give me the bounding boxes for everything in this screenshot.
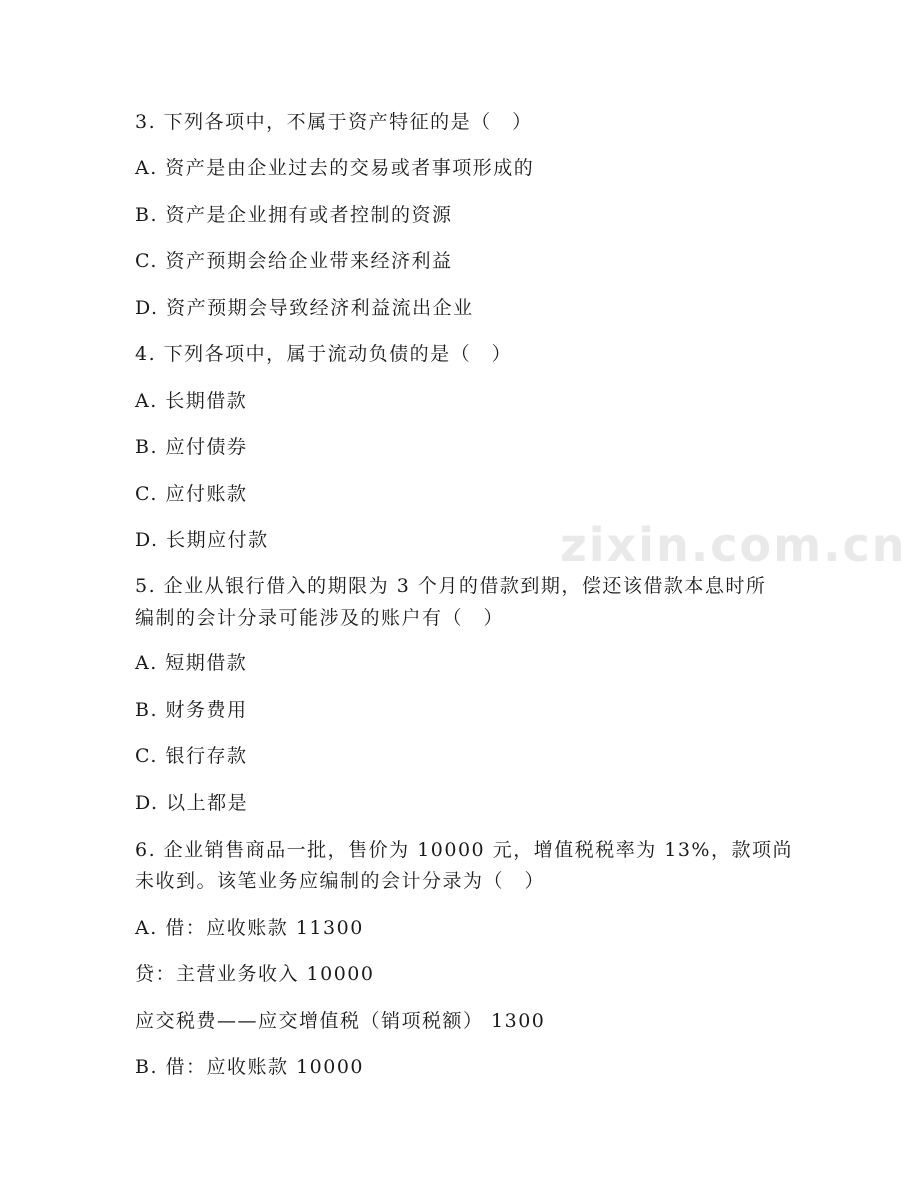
question-3-option-c: C. 资产预期会给企业带来经济利益 xyxy=(135,250,453,272)
question-6-option-a-debit: A. 借：应收账款 11300 xyxy=(135,917,364,939)
question-6-option-a-credit-revenue: 贷：主营业务收入 10000 xyxy=(135,963,375,985)
question-6-option-a-credit-tax: 应交税费——应交增值税（销项税额） 1300 xyxy=(135,1010,546,1032)
question-5-option-c: C. 银行存款 xyxy=(135,745,248,767)
question-4-option-c: C. 应付账款 xyxy=(135,483,248,505)
question-5-option-d: D. 以上都是 xyxy=(135,792,249,814)
question-5-stem-line-2: 编制的会计分录可能涉及的账户有（ ） xyxy=(135,607,505,629)
watermark: zixin.com.cn xyxy=(560,518,907,572)
question-6-stem-line-1: 6. 企业销售商品一批，售价为 10000 元，增值税税率为 13%，款项尚 xyxy=(135,839,793,861)
question-3-option-a: A. 资产是由企业过去的交易或者事项形成的 xyxy=(135,157,535,179)
question-5-option-b: B. 财务费用 xyxy=(135,699,248,721)
question-3-option-b: B. 资产是企业拥有或者控制的资源 xyxy=(135,204,453,226)
question-5-option-a: A. 短期借款 xyxy=(135,652,248,674)
question-5-stem-line-1: 5. 企业从银行借入的期限为 3 个月的借款到期，偿还该借款本息时所 xyxy=(135,575,767,597)
question-6-option-b-debit: B. 借：应收账款 10000 xyxy=(135,1056,365,1078)
question-3-stem: 3. 下列各项中，不属于资产特征的是（ ） xyxy=(135,111,533,133)
question-4-option-d: D. 长期应付款 xyxy=(135,529,269,551)
question-3-option-d: D. 资产预期会导致经济利益流出企业 xyxy=(135,297,474,319)
question-6-stem-line-2: 未收到。该笔业务应编制的会计分录为（ ） xyxy=(135,870,546,892)
question-4-option-b: B. 应付债券 xyxy=(135,436,248,458)
question-4-option-a: A. 长期借款 xyxy=(135,390,248,412)
question-4-stem: 4. 下列各项中，属于流动负债的是（ ） xyxy=(135,343,513,365)
